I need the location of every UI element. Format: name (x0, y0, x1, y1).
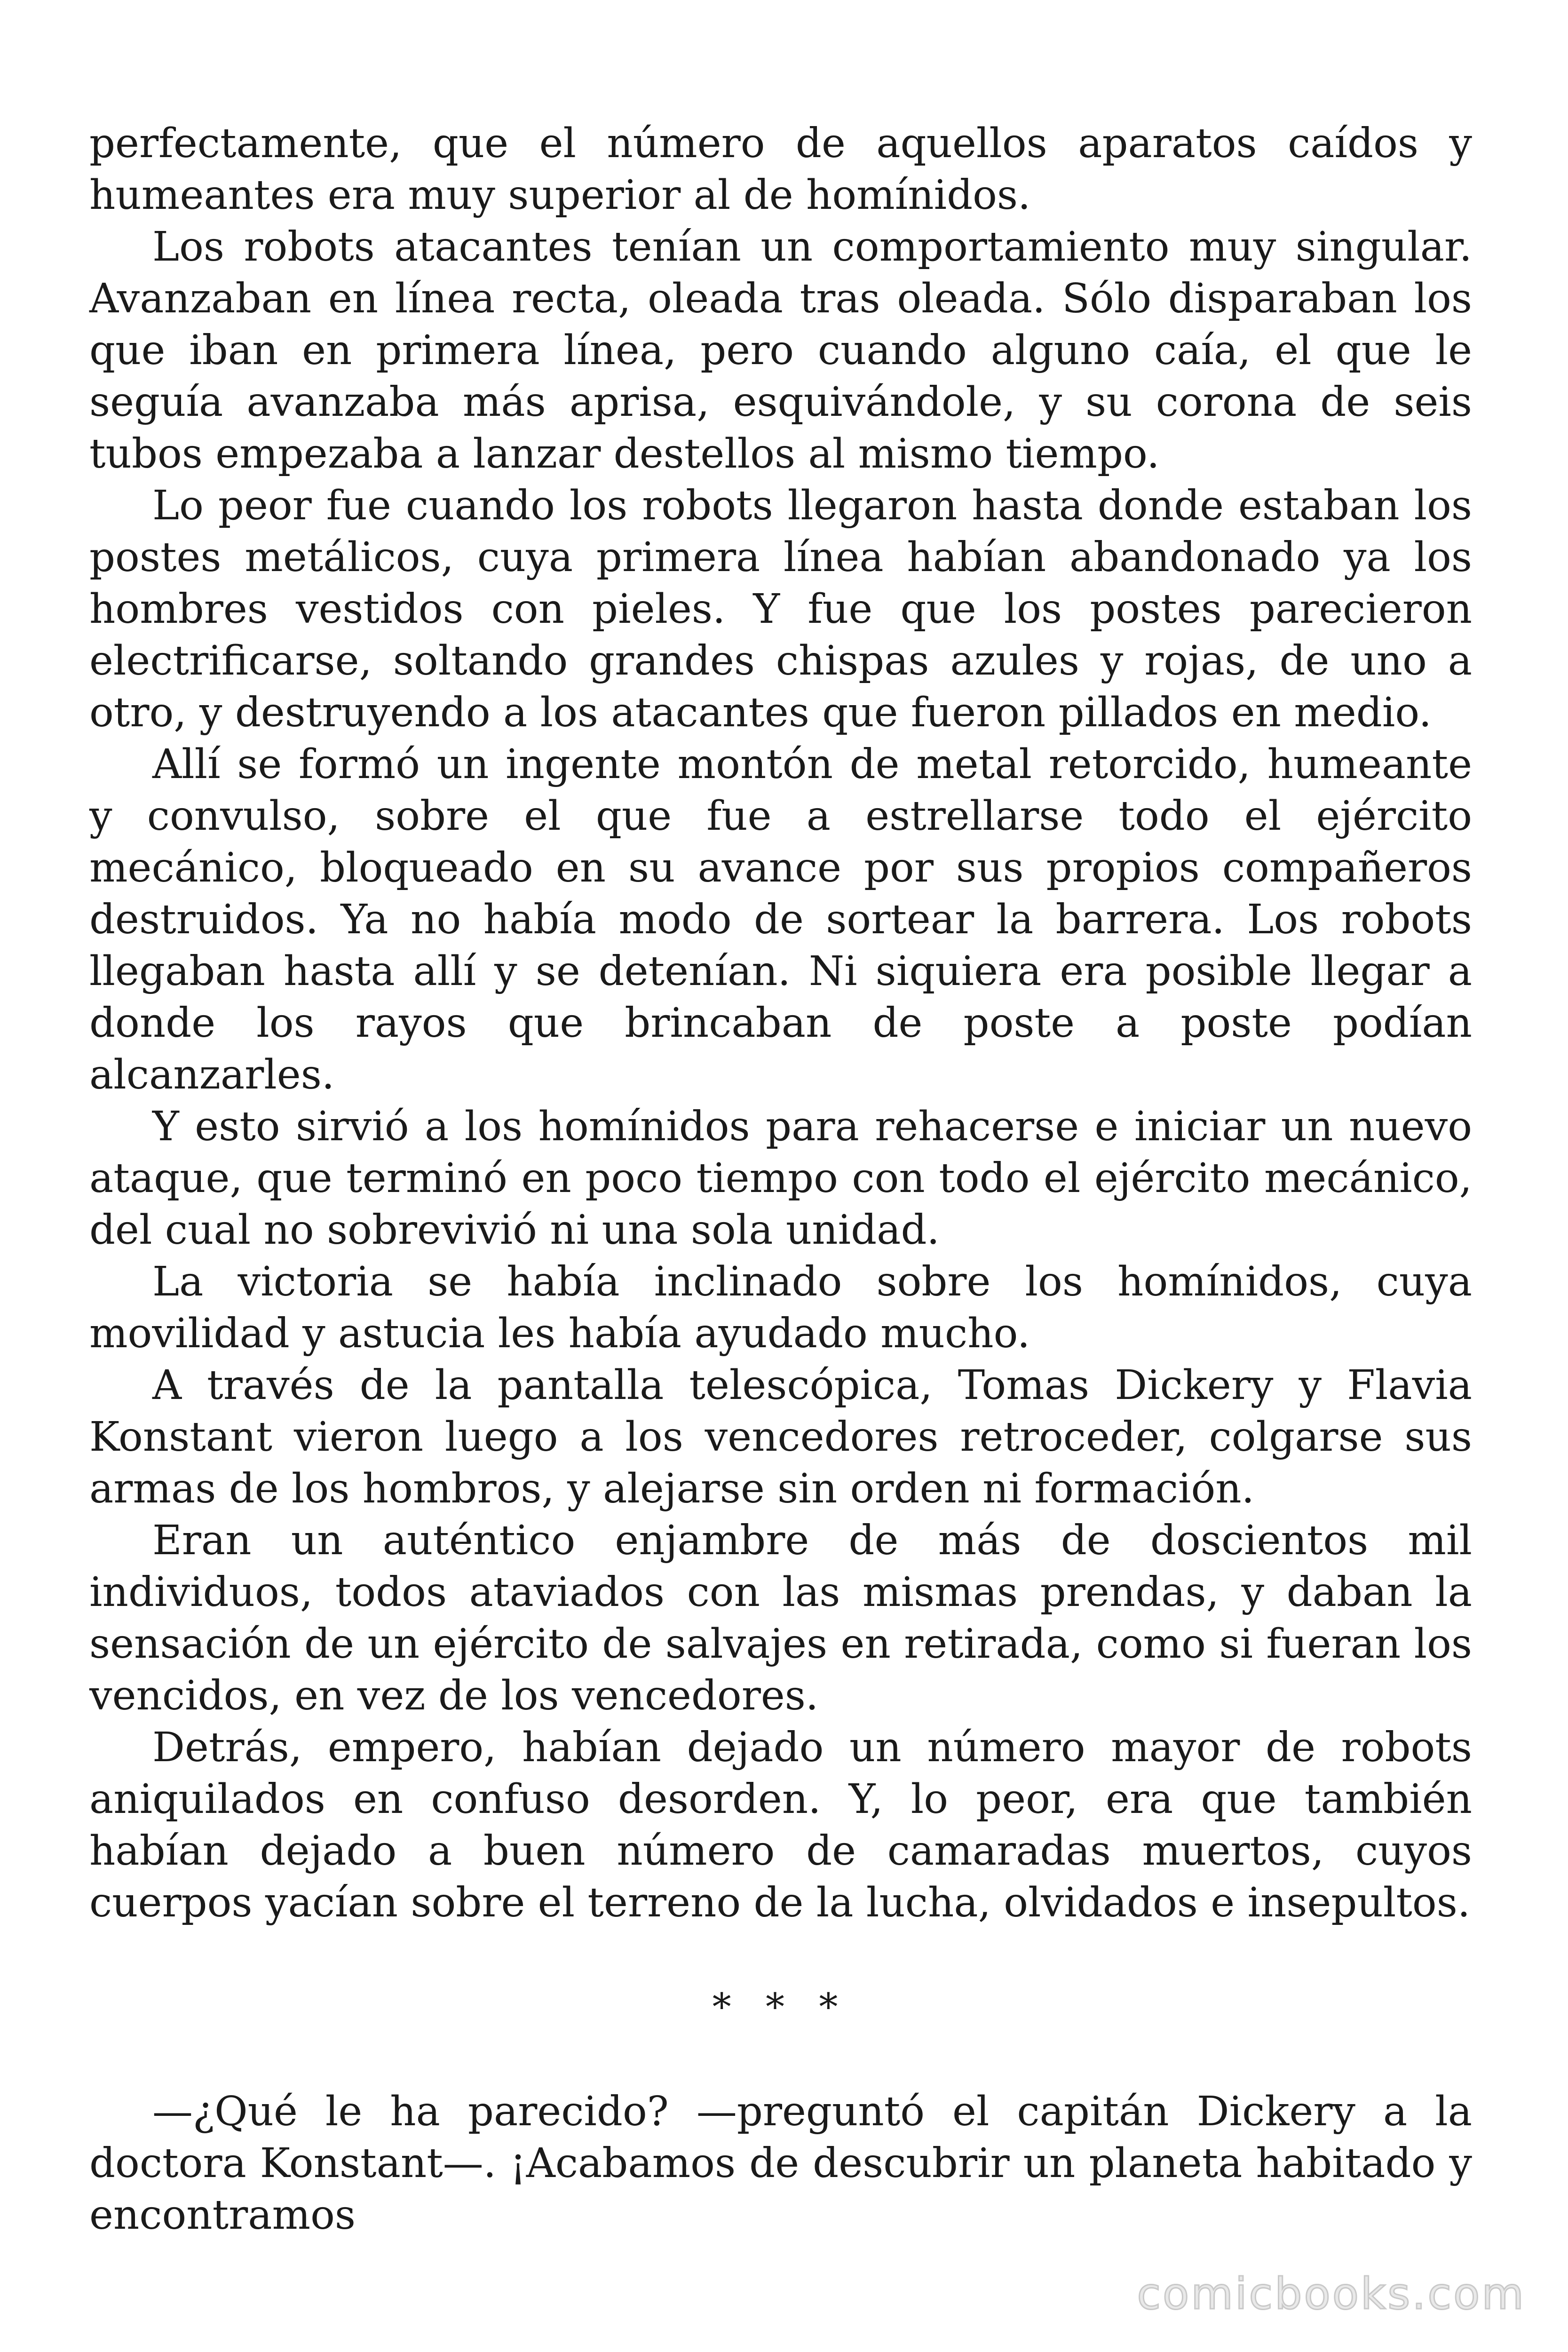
paragraph-7: A través de la pantalla telescópica, Tomas Dickery y Flavia Konstant vieron luego a los vencedores retroceder, colgarse sus armas de los hombros, y alejarse sin orden ni formación. (89, 1362, 1472, 1512)
paragraph-2: Los robots atacantes tenían un comportamiento muy singular. Avanzaban en línea recta, oleada tras oleada. Sólo disparaban los que iban en primera línea, pero cuando alguno caía, el que le seguía avanzaba más aprisa, esquivándole, y su corona de seis tubos empezaba a lanzar destellos al mismo tiempo. (89, 223, 1472, 477)
paragraph-9: Detrás, empero, habían dejado un número mayor de robots aniquilados en confuso desorden. Y, lo peor, era que también habían dejado a buen número de camaradas muertos, cuyos cuerpos yacían sobre el terreno de la lucha, olvidados e insepultos. (89, 1724, 1472, 1926)
paragraph-8: Eran un auténtico enjambre de más de doscientos mil individuos, todos ataviados con las mismas prendas, y daban la sensación de un ejército de salvajes en retirada, como si fueran los vencidos, en vez de los vencedores. (89, 1517, 1472, 1719)
section-separator: * * * (712, 1985, 849, 2029)
paragraph-3: Lo peor fue cuando los robots llegaron hasta donde estaban los postes metálicos, cuya primera línea habían abandonado ya los hombres vestidos con pieles. Y fue que los postes parecieron electrificarse, soltando grandes chispas azules y rojas, de uno a otro, y destruyendo a los atacantes que fueron pillados en medio. (89, 482, 1472, 736)
paragraph-5: Y esto sirvió a los homínidos para rehacerse e iniciar un nuevo ataque, que terminó en poco tiempo con todo el ejército mecánico, del cual no sobrevivió ni una sola unidad. (89, 1103, 1472, 1254)
watermark-text: comicbooks.com (1137, 2269, 1526, 2319)
paragraph-10: —¿Qué le ha parecido? —preguntó el capitán Dickery a la doctora Konstant—. ¡Acabamos de descubrir un planeta habitado y encontramos (89, 2088, 1472, 2239)
paragraph-1: perfectamente, que el número de aquellos aparatos caídos y humeantes era muy superior al de homínidos. (89, 120, 1472, 219)
document-page (89, 118, 1472, 2241)
paragraph-6: La victoria se había inclinado sobre los homínidos, cuya movilidad y astucia les había ayudado mucho. (89, 1258, 1472, 1357)
paragraph-4: Allí se formó un ingente montón de metal retorcido, humeante y convulso, sobre el que fue a estrellarse todo el ejército mecánico, bloqueado en su avance por sus propios compañeros destruidos. Ya no había modo de sortear la barrera. Los robots llegaban hasta allí y se detenían. Ni siquiera era posible llegar a donde los rayos que brincaban de poste a poste podían alcanzarles. (89, 741, 1472, 1098)
